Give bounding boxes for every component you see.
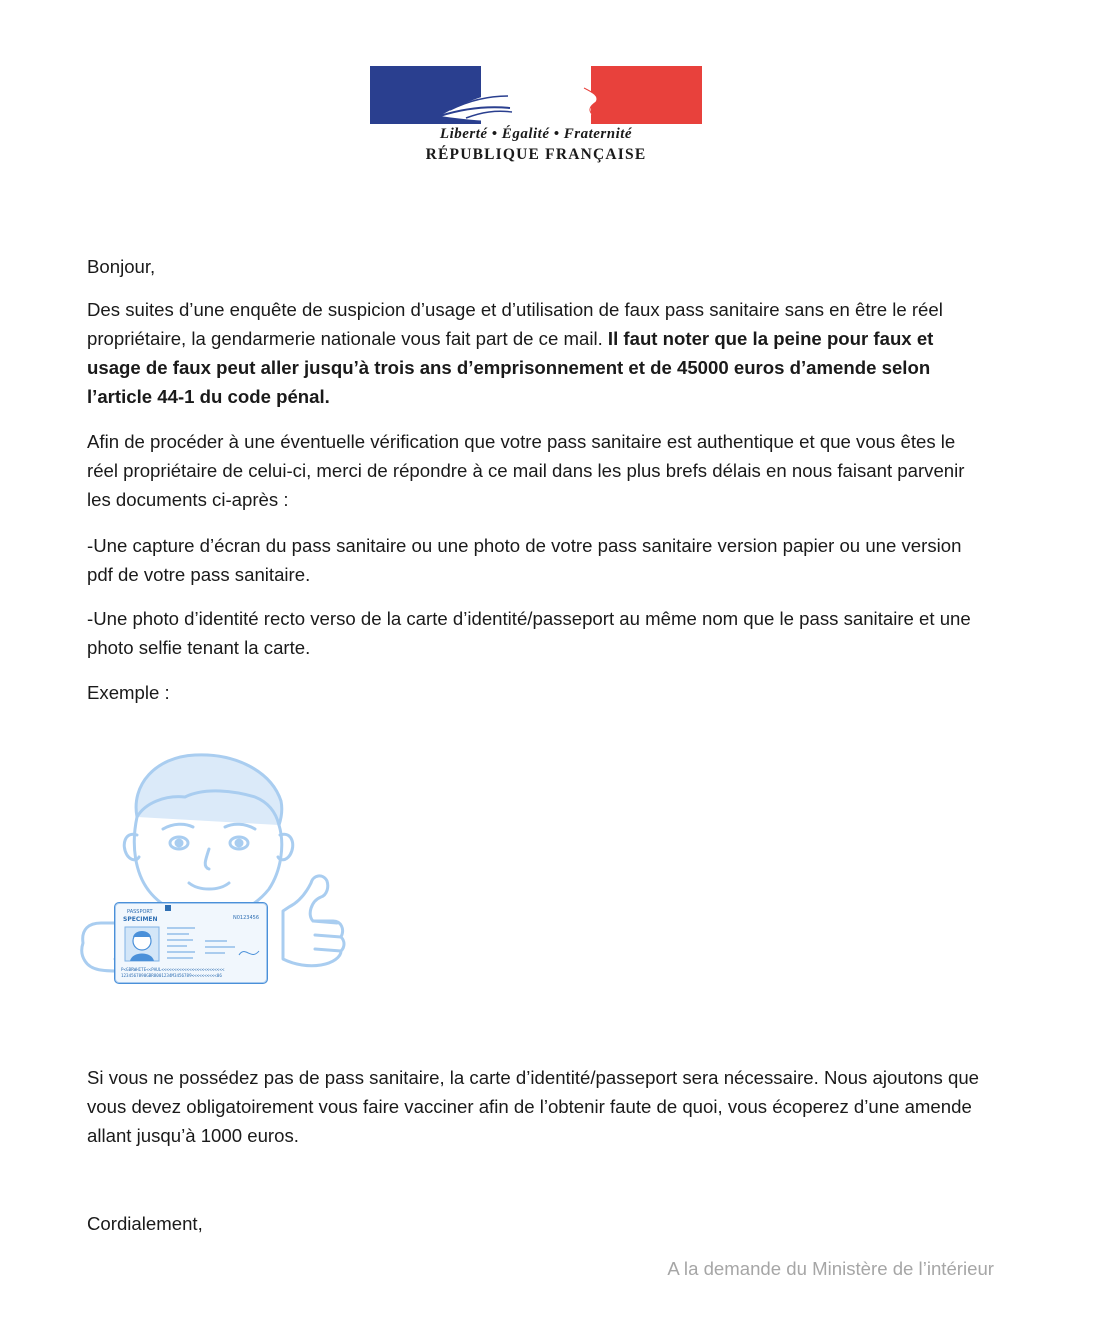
paragraph-investigation [87, 295, 987, 411]
logo-motto: Liberté • Égalité • Fraternité [439, 126, 633, 142]
mrz-line-2: 1234567890GBR8001234M3456789<<<<<<<<<<06 [121, 973, 222, 978]
document-item-pass-capture: -Une capture d’écran du pass sanitaire ou une photo de votre pass sanitaire version papier ou une version pdf de votre pass sanitaire. [87, 535, 962, 585]
selfie-with-passport-illustration [75, 745, 350, 990]
paragraph-no-pass-notice: Si vous ne possédez pas de pass sanitaire, la carte d’identité/passeport sera nécessaire. Nous ajoutons que vous devez obligatoirement vous faire vacciner afin de l’obtenir faute de quoi, vous écoperez d’une amende allant jusqu’à 1000 euros. [87, 1067, 980, 1146]
paragraph-penalty-warning: Il faut noter que la peine pour faux et usage de faux peut aller jusqu’à trois ans d’emprisonnement et de 45000 euros d’amende selon l’article 44-1 du code pénal. [87, 328, 934, 407]
mrz-line-1: P<GBRWHITE<<PAUL<<<<<<<<<<<<<<<<<<<<<<<<< [121, 967, 225, 972]
logo-republic-name: RÉPUBLIQUE FRANÇAISE [425, 146, 647, 163]
republique-francaise-logo [370, 66, 704, 166]
marianne-icon [370, 66, 702, 124]
passport-label: PASSPORT [127, 909, 153, 915]
paragraph-verification-request: Afin de procéder à une éventuelle vérification que votre pass sanitaire est authentique et que vous êtes le réel propriétaire de celui-ci, merci de répondre à ce mail dans les plus brefs délais en nous faisant parvenir les documents ci-après : [87, 431, 965, 510]
document-item-identity-photo: -Une photo d’identité recto verso de la carte d’identité/passeport au même nom que le pass sanitaire et une photo selfie tenant la carte. [87, 608, 971, 658]
passport-number: N0123456 [233, 915, 260, 921]
example-label: Exemple : [87, 682, 170, 703]
footer-signature: A la demande du Ministère de l’intérieur [667, 1258, 994, 1279]
greeting: Bonjour, [87, 256, 156, 277]
closing: Cordialement, [87, 1213, 203, 1234]
specimen-label: SPECIMEN [123, 916, 158, 923]
paragraph-investigation-text: Des suites d’une enquête de suspicion d’usage et d’utilisation de faux pass sanitaire sans en être le réel propriétaire, la gendarmerie nationale vous fait part de ce mail. [87, 299, 943, 349]
